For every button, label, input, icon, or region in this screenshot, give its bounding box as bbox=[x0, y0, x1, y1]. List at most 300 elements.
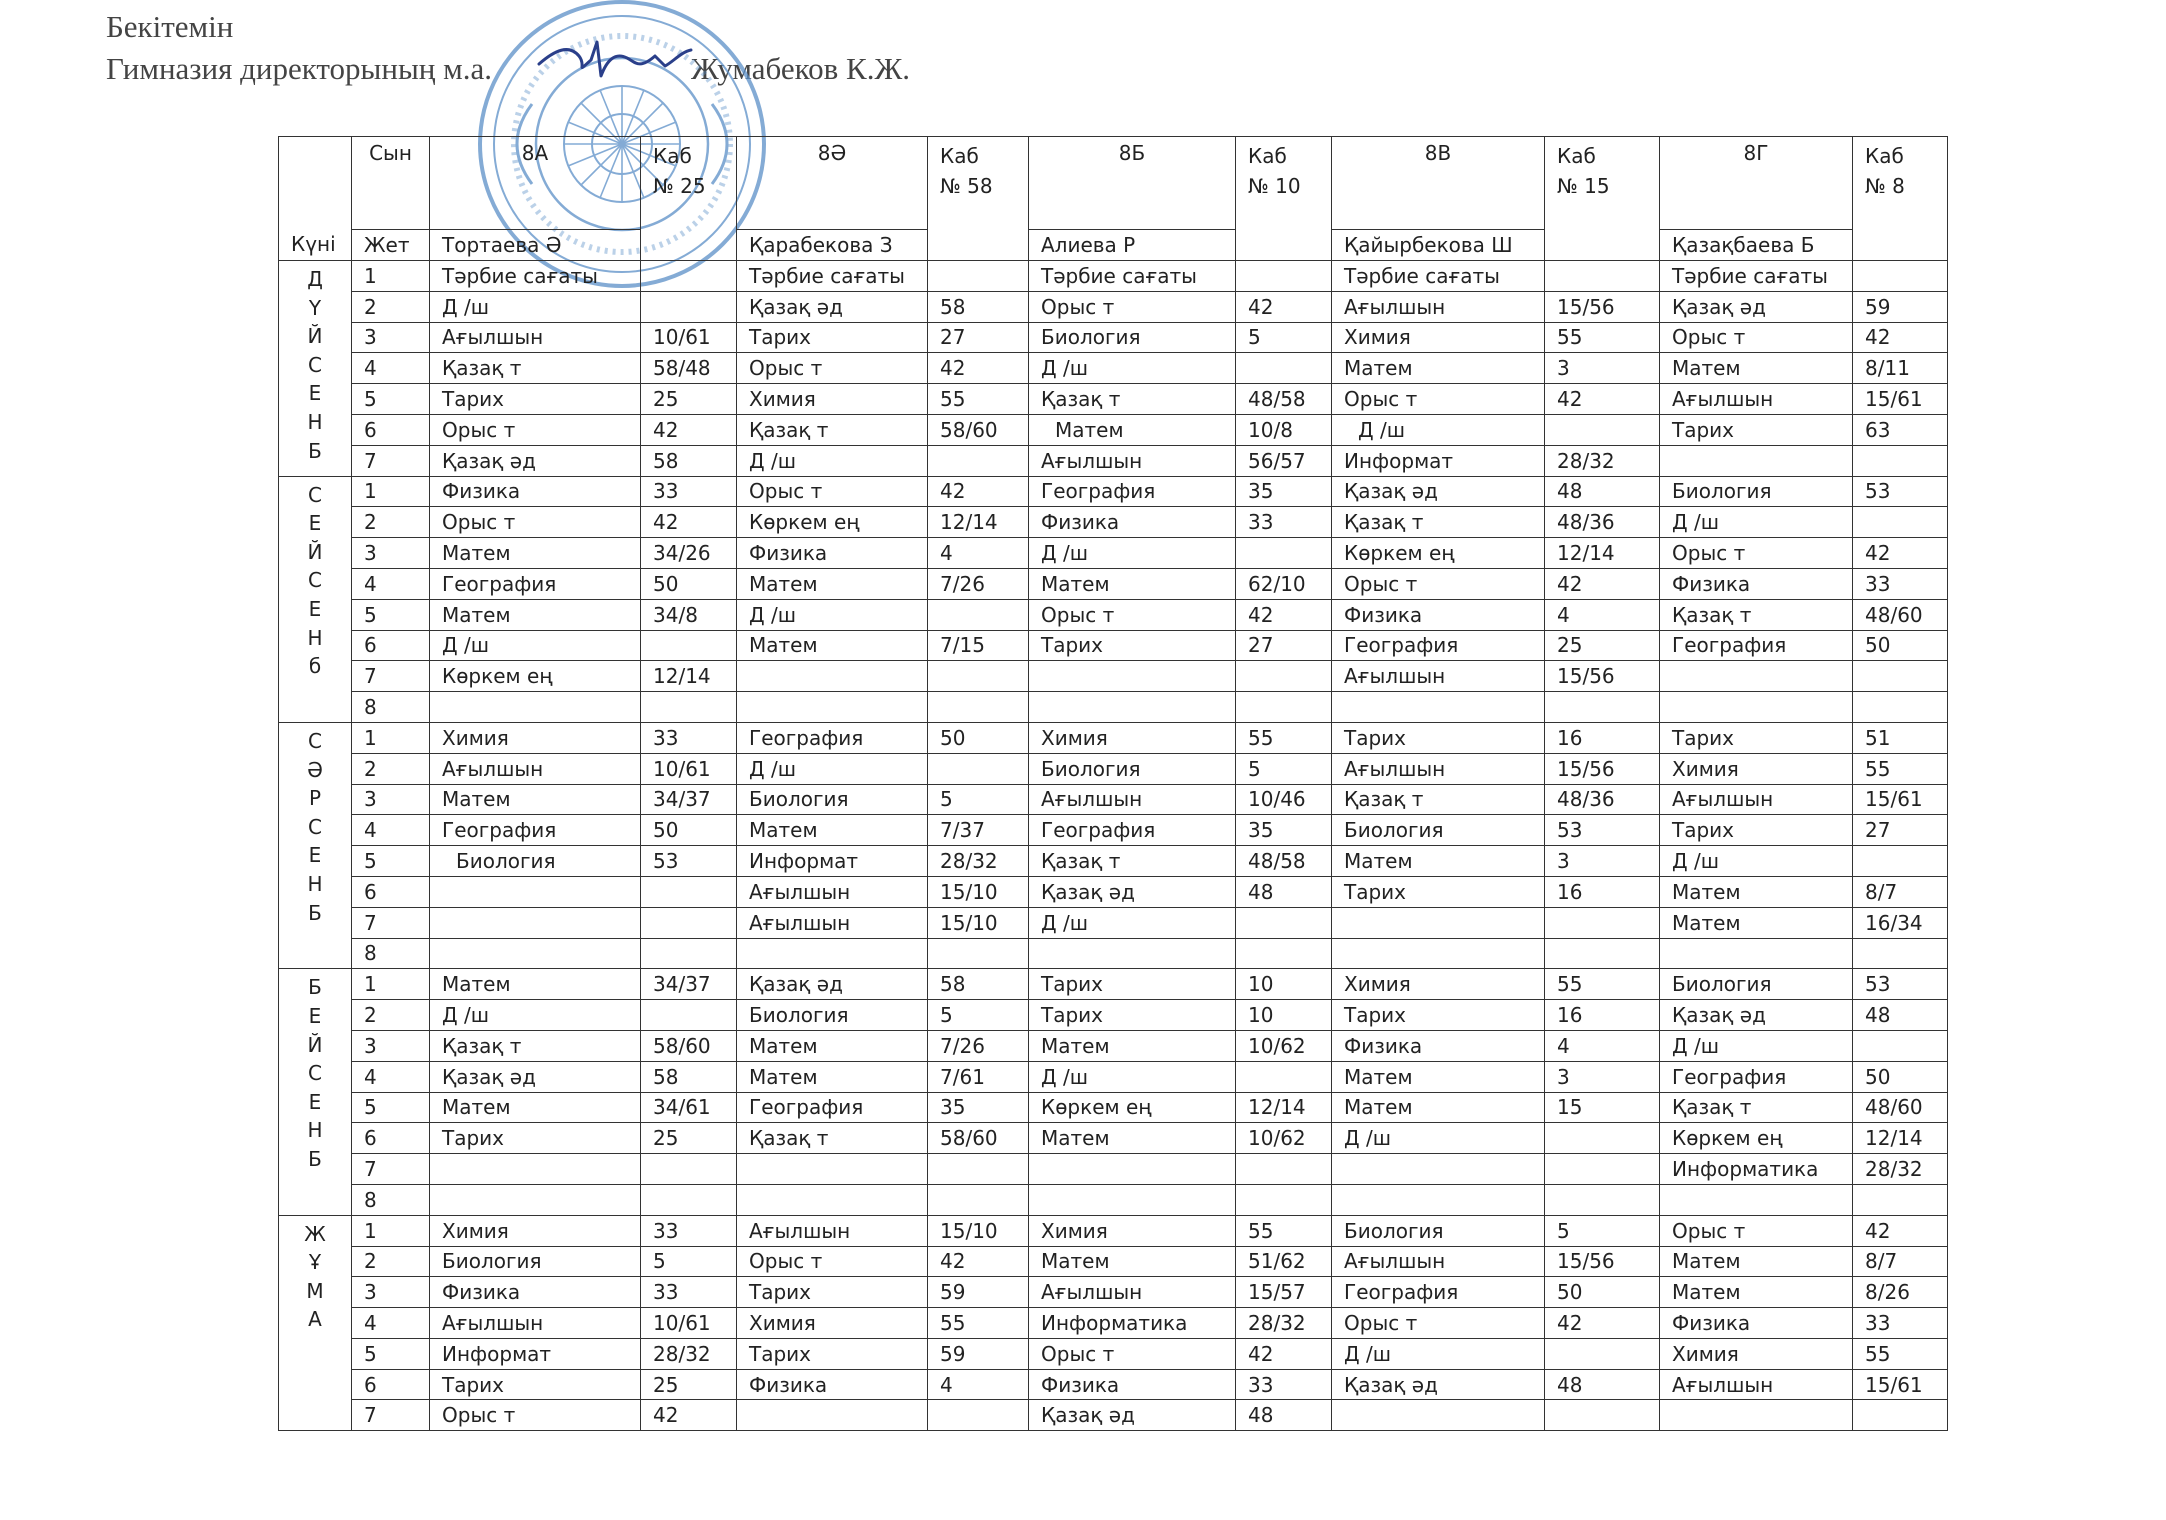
lesson-number: 3 bbox=[352, 1277, 430, 1308]
lesson-number: 1 bbox=[352, 476, 430, 507]
header-row-classes bbox=[279, 137, 1948, 230]
room-cell: 33 bbox=[1236, 1369, 1332, 1400]
lesson-number: 3 bbox=[352, 538, 430, 569]
room-cell: 58/60 bbox=[928, 1123, 1029, 1154]
day-letter: Б bbox=[308, 975, 322, 1000]
subject-cell: Информат bbox=[430, 1338, 641, 1369]
room-cell bbox=[928, 661, 1029, 692]
room-cell: 58 bbox=[928, 291, 1029, 322]
subject-cell: Орыс т bbox=[1660, 322, 1853, 353]
room-cell: 27 bbox=[1236, 630, 1332, 661]
lesson-number: 5 bbox=[352, 846, 430, 877]
subject-cell: Орыс т bbox=[1332, 1308, 1545, 1339]
subject-cell: Қазақ т bbox=[430, 1030, 641, 1061]
subject-cell: Д /ш bbox=[1660, 1030, 1853, 1061]
room-cell bbox=[1236, 538, 1332, 569]
day-cell bbox=[279, 969, 352, 1215]
class-name: 8Б bbox=[1029, 137, 1236, 230]
day-letter: Р bbox=[308, 786, 322, 811]
room-cell: 28/32 bbox=[1545, 445, 1660, 476]
class-name: 8Ә bbox=[737, 137, 928, 230]
room-cell: 5 bbox=[928, 1000, 1029, 1031]
lesson-number: 7 bbox=[352, 907, 430, 938]
subject-cell: Д /ш bbox=[1029, 907, 1236, 938]
room-cell: 55 bbox=[928, 1308, 1029, 1339]
subject-cell: Орыс т bbox=[430, 414, 641, 445]
day-cell bbox=[279, 1215, 352, 1431]
subject-cell: Матем bbox=[1660, 907, 1853, 938]
subject-cell: Қазақ әд bbox=[1029, 876, 1236, 907]
day-letter: Ұ bbox=[308, 1250, 322, 1275]
subject-cell: Тәрбие сағаты bbox=[430, 261, 641, 292]
lesson-number: 1 bbox=[352, 969, 430, 1000]
subject-cell: Биология bbox=[430, 1246, 641, 1277]
subject-cell: Матем bbox=[737, 1030, 928, 1061]
room-cell: 27 bbox=[928, 322, 1029, 353]
room-cell: 42 bbox=[1545, 1308, 1660, 1339]
room-cell: 53 bbox=[1853, 969, 1948, 1000]
subject-cell: Қазақ әд bbox=[1660, 1000, 1853, 1031]
room-cell: 5 bbox=[1236, 753, 1332, 784]
room-cell: 50 bbox=[1853, 1061, 1948, 1092]
room-cell bbox=[1853, 1184, 1948, 1215]
room-cell: 48 bbox=[1236, 876, 1332, 907]
subject-cell bbox=[737, 1400, 928, 1431]
room-cell bbox=[1236, 907, 1332, 938]
subject-cell: Матем bbox=[1029, 1246, 1236, 1277]
room-cell: 34/37 bbox=[641, 784, 737, 815]
subject-cell: Тәрбие сағаты bbox=[1660, 261, 1853, 292]
subject-cell: Физика bbox=[1029, 507, 1236, 538]
room-cell: 4 bbox=[1545, 599, 1660, 630]
room-cell: 33 bbox=[641, 476, 737, 507]
room-cell bbox=[641, 630, 737, 661]
room-cell: 5 bbox=[1236, 322, 1332, 353]
subject-cell: География bbox=[737, 722, 928, 753]
lesson-number: 7 bbox=[352, 1400, 430, 1431]
subject-cell: Тарих bbox=[1660, 414, 1853, 445]
subject-cell: Қазақ әд bbox=[1660, 291, 1853, 322]
room-cell: 28/32 bbox=[1853, 1154, 1948, 1185]
subject-cell bbox=[430, 692, 641, 723]
director-name: Жумабеков К.Ж. bbox=[691, 51, 910, 86]
room-cell: 33 bbox=[641, 722, 737, 753]
subject-cell: Физика bbox=[1660, 568, 1853, 599]
subject-cell: Физика bbox=[737, 1369, 928, 1400]
day-letter: С bbox=[308, 1061, 322, 1086]
subject-cell bbox=[1332, 1184, 1545, 1215]
room-cell bbox=[1545, 1184, 1660, 1215]
lesson-number: 5 bbox=[352, 599, 430, 630]
room-cell: 42 bbox=[641, 507, 737, 538]
subject-cell: Ағылшын bbox=[1029, 1277, 1236, 1308]
room-cell: 8/26 bbox=[1853, 1277, 1948, 1308]
subject-cell: Биология bbox=[737, 784, 928, 815]
lesson-number: 4 bbox=[352, 815, 430, 846]
room-cell bbox=[1545, 414, 1660, 445]
room-cell: 55 bbox=[1236, 1215, 1332, 1246]
subject-cell bbox=[1029, 1154, 1236, 1185]
subject-cell bbox=[737, 938, 928, 969]
room-cell: 58 bbox=[928, 969, 1029, 1000]
table-row bbox=[279, 1061, 1948, 1092]
room-cell: 12/14 bbox=[1853, 1123, 1948, 1154]
subject-cell: Химия bbox=[737, 384, 928, 415]
subject-cell: Көркем ең bbox=[1660, 1123, 1853, 1154]
subject-cell bbox=[430, 1154, 641, 1185]
room-cell: 15/10 bbox=[928, 907, 1029, 938]
room-cell: 4 bbox=[928, 1369, 1029, 1400]
table-row bbox=[279, 1184, 1948, 1215]
subject-cell: Химия bbox=[1029, 1215, 1236, 1246]
day-letter: Ү bbox=[308, 295, 322, 320]
subject-cell: Ағылшын bbox=[1332, 661, 1545, 692]
table-row bbox=[279, 1000, 1948, 1031]
subject-cell: Химия bbox=[737, 1308, 928, 1339]
subject-cell: Ағылшын bbox=[430, 753, 641, 784]
room-cell bbox=[928, 1184, 1029, 1215]
subject-cell: Д /ш bbox=[1660, 846, 1853, 877]
subject-cell: Химия bbox=[1332, 322, 1545, 353]
table-row bbox=[279, 1123, 1948, 1154]
table-row bbox=[279, 692, 1948, 723]
room-cell: 16 bbox=[1545, 1000, 1660, 1031]
day-letter: М bbox=[306, 1278, 324, 1303]
subject-cell: Қазақ әд bbox=[1332, 1369, 1545, 1400]
room-cell: 10/8 bbox=[1236, 414, 1332, 445]
room-cell bbox=[1236, 261, 1332, 292]
day-letter: Б bbox=[308, 438, 322, 463]
subject-cell bbox=[1332, 692, 1545, 723]
subject-cell: Тарих bbox=[430, 1123, 641, 1154]
room-cell bbox=[1853, 1400, 1948, 1431]
subject-cell: Қазақ т bbox=[1029, 846, 1236, 877]
subject-cell: Ағылшын bbox=[737, 1215, 928, 1246]
subject-cell: Ағылшын bbox=[1332, 1246, 1545, 1277]
subject-cell: Орыс т bbox=[1029, 291, 1236, 322]
room-cell: 42 bbox=[1853, 1215, 1948, 1246]
subject-cell: Қазақ әд bbox=[737, 291, 928, 322]
table-row bbox=[279, 661, 1948, 692]
subject-cell: Тарих bbox=[1660, 722, 1853, 753]
subject-cell: Қазақ т bbox=[737, 414, 928, 445]
subject-cell: Көркем ең bbox=[1332, 538, 1545, 569]
room-cell bbox=[1545, 1154, 1660, 1185]
room-cell: 55 bbox=[1236, 722, 1332, 753]
subject-cell: Ағылшын bbox=[737, 907, 928, 938]
subject-cell: Орыс т bbox=[737, 476, 928, 507]
class-header: Сын bbox=[352, 137, 430, 230]
subject-cell bbox=[1660, 661, 1853, 692]
room-cell: 3 bbox=[1545, 1061, 1660, 1092]
subject-cell: Химия bbox=[1660, 1338, 1853, 1369]
kab-label: Каб bbox=[1557, 144, 1596, 168]
day-header-cell bbox=[279, 137, 352, 261]
room-cell: 10 bbox=[1236, 969, 1332, 1000]
room-cell: 7/26 bbox=[928, 568, 1029, 599]
room-cell bbox=[928, 445, 1029, 476]
subject-cell: Д /ш bbox=[1029, 538, 1236, 569]
subject-cell: Қазақ т bbox=[1660, 1092, 1853, 1123]
subject-cell: Матем bbox=[737, 1061, 928, 1092]
day-letter: Е bbox=[308, 381, 322, 406]
room-cell: 7/61 bbox=[928, 1061, 1029, 1092]
day-letter: Е bbox=[308, 1089, 322, 1114]
day-header: Күні bbox=[291, 232, 336, 256]
subject-cell: Матем bbox=[1029, 568, 1236, 599]
table-row bbox=[279, 1369, 1948, 1400]
lesson-number: 4 bbox=[352, 1308, 430, 1339]
table-row bbox=[279, 1030, 1948, 1061]
room-cell: 50 bbox=[1545, 1277, 1660, 1308]
room-cell bbox=[1545, 692, 1660, 723]
room-cell: 48/60 bbox=[1853, 1092, 1948, 1123]
subject-cell: География bbox=[1660, 1061, 1853, 1092]
kab-label: Каб bbox=[940, 144, 979, 168]
subject-cell: Орыс т bbox=[1660, 1215, 1853, 1246]
table-row bbox=[279, 1092, 1948, 1123]
lesson-number: 7 bbox=[352, 1154, 430, 1185]
room-cell: 5 bbox=[641, 1246, 737, 1277]
room-cell bbox=[1853, 445, 1948, 476]
room-cell bbox=[641, 692, 737, 723]
room-cell: 15/56 bbox=[1545, 1246, 1660, 1277]
subject-cell: Химия bbox=[1332, 969, 1545, 1000]
subject-cell: Информатика bbox=[1660, 1154, 1853, 1185]
table-row bbox=[279, 507, 1948, 538]
room-cell: 28/32 bbox=[1236, 1308, 1332, 1339]
table-row bbox=[279, 1246, 1948, 1277]
kab-header bbox=[641, 137, 737, 261]
table-row bbox=[279, 876, 1948, 907]
subject-cell: Ағылшын bbox=[1029, 784, 1236, 815]
subject-cell bbox=[737, 1154, 928, 1185]
room-cell: 3 bbox=[1545, 846, 1660, 877]
room-cell bbox=[1236, 692, 1332, 723]
subject-cell: Матем bbox=[1332, 1061, 1545, 1092]
subject-cell: Орыс т bbox=[430, 507, 641, 538]
subject-cell: Тәрбие сағаты bbox=[737, 261, 928, 292]
day-letter: Е bbox=[308, 511, 322, 536]
subject-cell: Физика bbox=[1332, 599, 1545, 630]
subject-cell bbox=[737, 661, 928, 692]
room-cell: 53 bbox=[1545, 815, 1660, 846]
room-cell: 16/34 bbox=[1853, 907, 1948, 938]
room-cell bbox=[1853, 261, 1948, 292]
day-letter: С bbox=[308, 568, 322, 593]
room-cell: 58/48 bbox=[641, 353, 737, 384]
room-cell: 42 bbox=[928, 353, 1029, 384]
day-letter: Д bbox=[307, 267, 323, 291]
room-cell: 58 bbox=[641, 445, 737, 476]
subject-cell: Ағылшын bbox=[1660, 384, 1853, 415]
room-cell: 3 bbox=[1545, 353, 1660, 384]
room-cell: 53 bbox=[641, 846, 737, 877]
table-row bbox=[279, 261, 1948, 292]
table-row bbox=[279, 1338, 1948, 1369]
lesson-number: 7 bbox=[352, 661, 430, 692]
room-cell: 10 bbox=[1236, 1000, 1332, 1031]
subject-cell bbox=[1660, 938, 1853, 969]
room-cell: 15/56 bbox=[1545, 753, 1660, 784]
table-row bbox=[279, 846, 1948, 877]
room-cell: 48 bbox=[1545, 1369, 1660, 1400]
subject-cell: География bbox=[430, 815, 641, 846]
header-row-teachers bbox=[279, 230, 1948, 261]
room-cell bbox=[1236, 1061, 1332, 1092]
subject-cell: Тарих bbox=[1332, 876, 1545, 907]
kab-header bbox=[928, 137, 1029, 261]
table-row bbox=[279, 722, 1948, 753]
table-row bbox=[279, 630, 1948, 661]
room-cell bbox=[1853, 938, 1948, 969]
subject-cell: Орыс т bbox=[1660, 538, 1853, 569]
subject-cell bbox=[737, 692, 928, 723]
subject-cell: Қазақ т bbox=[430, 353, 641, 384]
room-cell: 42 bbox=[928, 1246, 1029, 1277]
room-cell bbox=[1545, 1400, 1660, 1431]
subject-cell: Ағылшын bbox=[430, 1308, 641, 1339]
subject-cell: Матем bbox=[430, 538, 641, 569]
subject-cell: Қазақ т bbox=[1660, 599, 1853, 630]
subject-cell bbox=[430, 1184, 641, 1215]
lesson-number: 3 bbox=[352, 322, 430, 353]
subject-cell: Қазақ т bbox=[1332, 507, 1545, 538]
day-letter: Н bbox=[307, 871, 323, 896]
room-cell bbox=[928, 1400, 1029, 1431]
lesson-header: Жет bbox=[352, 230, 430, 261]
room-cell: 34/37 bbox=[641, 969, 737, 1000]
room-cell: 42 bbox=[1545, 384, 1660, 415]
table-row bbox=[279, 907, 1948, 938]
room-cell: 48/60 bbox=[1853, 599, 1948, 630]
room-cell bbox=[1545, 938, 1660, 969]
subject-cell: Ағылшын bbox=[430, 322, 641, 353]
subject-cell: Матем bbox=[737, 815, 928, 846]
room-cell bbox=[928, 599, 1029, 630]
room-cell: 8/7 bbox=[1853, 1246, 1948, 1277]
day-letter: С bbox=[308, 728, 322, 753]
table-row bbox=[279, 538, 1948, 569]
room-cell bbox=[641, 1000, 737, 1031]
kab-number: № 15 bbox=[1557, 174, 1610, 198]
subject-cell: Ағылшын bbox=[737, 876, 928, 907]
kab-number: № 58 bbox=[940, 174, 993, 198]
signature-icon bbox=[535, 30, 695, 90]
subject-cell: Физика bbox=[430, 1277, 641, 1308]
room-cell: 42 bbox=[1236, 599, 1332, 630]
subject-cell: География bbox=[1332, 1277, 1545, 1308]
subject-cell: География bbox=[1660, 630, 1853, 661]
room-cell: 48/36 bbox=[1545, 507, 1660, 538]
day-letter: А bbox=[308, 1307, 322, 1332]
room-cell bbox=[928, 1154, 1029, 1185]
lesson-number: 8 bbox=[352, 1184, 430, 1215]
subject-cell: Көркем ең bbox=[1029, 1092, 1236, 1123]
room-cell bbox=[1853, 692, 1948, 723]
room-cell: 55 bbox=[928, 384, 1029, 415]
lesson-number: 2 bbox=[352, 291, 430, 322]
subject-cell: Орыс т bbox=[1029, 599, 1236, 630]
room-cell: 50 bbox=[1853, 630, 1948, 661]
room-cell: 50 bbox=[641, 815, 737, 846]
room-cell: 7/37 bbox=[928, 815, 1029, 846]
subject-cell: Д /ш bbox=[430, 630, 641, 661]
room-cell bbox=[928, 753, 1029, 784]
room-cell: 63 bbox=[1853, 414, 1948, 445]
day-letter: Н bbox=[307, 1118, 323, 1143]
lesson-number: 8 bbox=[352, 938, 430, 969]
subject-cell: Қазақ әд bbox=[430, 445, 641, 476]
lesson-number: 4 bbox=[352, 568, 430, 599]
room-cell: 33 bbox=[1236, 507, 1332, 538]
room-cell: 33 bbox=[1853, 568, 1948, 599]
day-letter: Е bbox=[308, 1003, 322, 1028]
room-cell: 34/61 bbox=[641, 1092, 737, 1123]
lesson-number: 2 bbox=[352, 1000, 430, 1031]
room-cell: 51/62 bbox=[1236, 1246, 1332, 1277]
room-cell: 59 bbox=[1853, 291, 1948, 322]
room-cell: 48 bbox=[1853, 1000, 1948, 1031]
subject-cell: Д /ш bbox=[737, 445, 928, 476]
room-cell bbox=[1853, 846, 1948, 877]
room-cell: 42 bbox=[1545, 568, 1660, 599]
room-cell: 15/61 bbox=[1853, 384, 1948, 415]
subject-cell: Биология bbox=[1332, 815, 1545, 846]
kab-label: Каб bbox=[653, 144, 692, 168]
room-cell: 25 bbox=[641, 1369, 737, 1400]
room-cell: 42 bbox=[641, 1400, 737, 1431]
subject-cell: Д /ш bbox=[1332, 1123, 1545, 1154]
subject-cell: Тәрбие сағаты bbox=[1029, 261, 1236, 292]
table-row bbox=[279, 414, 1948, 445]
subject-cell bbox=[1332, 1154, 1545, 1185]
lesson-number: 6 bbox=[352, 414, 430, 445]
room-cell: 56/57 bbox=[1236, 445, 1332, 476]
kab-header bbox=[1545, 137, 1660, 261]
room-cell bbox=[1236, 661, 1332, 692]
subject-cell: Матем bbox=[1332, 353, 1545, 384]
subject-cell: Ағылшын bbox=[1332, 753, 1545, 784]
subject-cell bbox=[430, 876, 641, 907]
room-cell: 15/61 bbox=[1853, 784, 1948, 815]
subject-cell: Тарих bbox=[1029, 1000, 1236, 1031]
room-cell bbox=[641, 1184, 737, 1215]
lesson-number: 8 bbox=[352, 692, 430, 723]
lesson-number: 2 bbox=[352, 1246, 430, 1277]
subject-cell: Матем bbox=[430, 784, 641, 815]
subject-cell: Информат bbox=[1332, 445, 1545, 476]
subject-cell: Биология bbox=[1029, 753, 1236, 784]
room-cell: 12/14 bbox=[641, 661, 737, 692]
director-position: Гимназия директорының м.а. bbox=[106, 51, 493, 86]
table-row bbox=[279, 969, 1948, 1000]
room-cell bbox=[1853, 1030, 1948, 1061]
teacher-name: Тортаева Ә bbox=[430, 230, 641, 261]
day-letter: б bbox=[308, 654, 322, 679]
room-cell: 42 bbox=[1236, 1338, 1332, 1369]
subject-cell: Тарих bbox=[1029, 630, 1236, 661]
table-row bbox=[279, 753, 1948, 784]
room-cell: 15/56 bbox=[1545, 661, 1660, 692]
room-cell: 10/62 bbox=[1236, 1030, 1332, 1061]
subject-cell: Тарих bbox=[1029, 969, 1236, 1000]
lesson-number: 4 bbox=[352, 353, 430, 384]
lesson-number: 2 bbox=[352, 753, 430, 784]
subject-cell bbox=[1660, 1400, 1853, 1431]
lesson-number: 1 bbox=[352, 261, 430, 292]
lesson-number: 6 bbox=[352, 1123, 430, 1154]
